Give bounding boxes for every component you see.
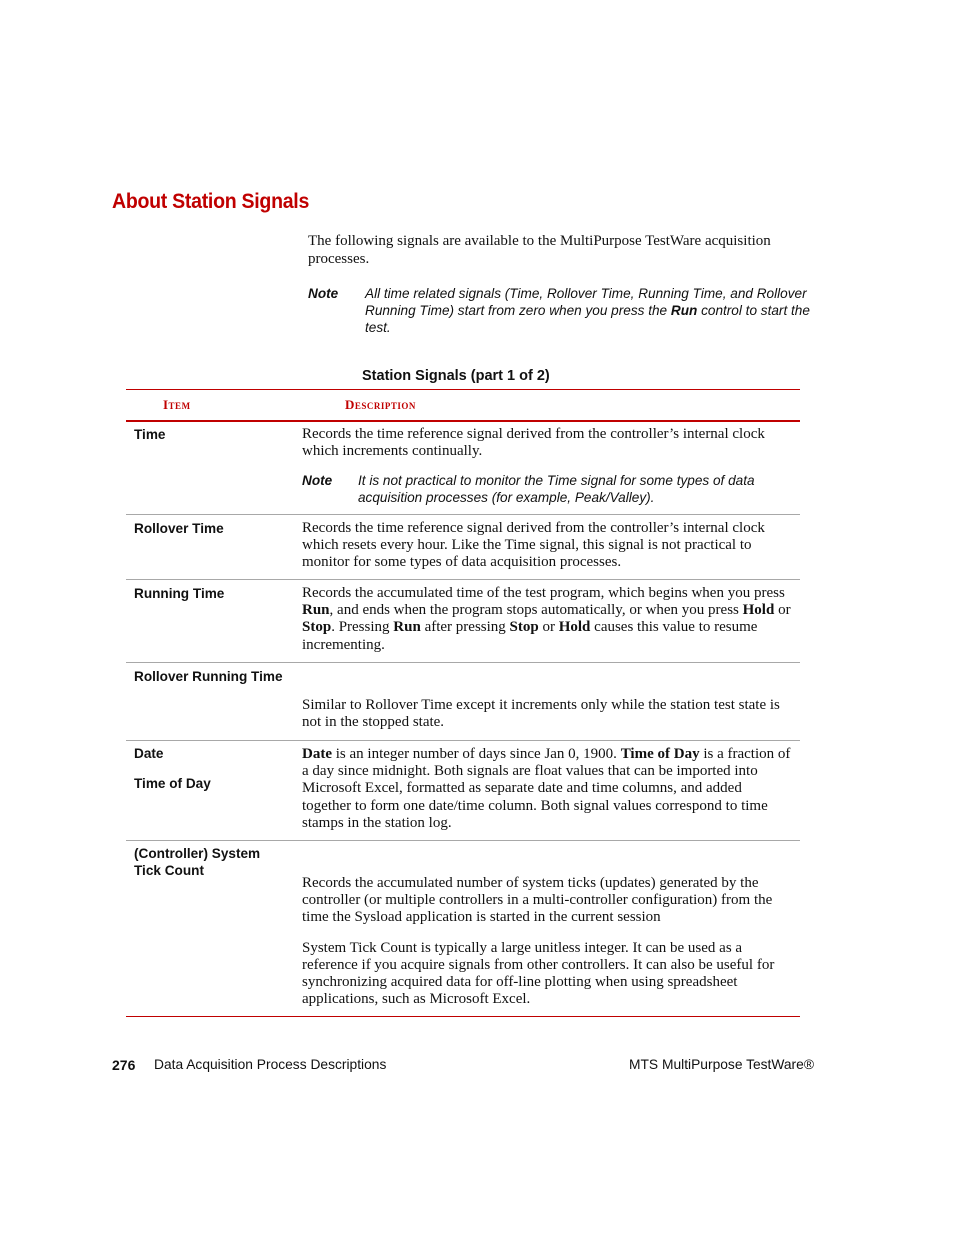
table-caption: Station Signals (part 1 of 2) (362, 368, 550, 384)
item-system-tick-count: (Controller) System Tick Count (134, 846, 261, 878)
desc-rollover-running-time: Similar to Rollover Time except it increments only while the station test state is not in the stopped state. (302, 697, 780, 731)
item-rollover-running-time: Rollover Running Time (134, 669, 283, 684)
page-number: 276 (112, 1057, 136, 1073)
column-header-description: Description (345, 397, 416, 412)
header-bottom-rule (126, 420, 800, 422)
desc-time: Records the time reference signal derived from the controller’s internal clock which increments continually. (302, 426, 765, 460)
desc-rollover-time: Records the time reference signal derived from the controller’s internal clock which resets every hour. Like the Time signal, this signal is not practical to monitor for some types of data acquisition processes. (302, 520, 765, 571)
footer-product-name: MTS MultiPurpose TestWare® (629, 1057, 814, 1072)
time-note-text: It is not practical to monitor the Time signal for some types of data acquisition processes (for example, Peak/Valley). (358, 473, 755, 505)
time-note-label: Note (302, 473, 333, 488)
item-date: Date (134, 746, 164, 761)
note-label: Note (308, 286, 339, 301)
intro-paragraph: The following signals are available to the MultiPurpose TestWare acquisition processes. (308, 233, 771, 267)
row-divider (126, 662, 800, 663)
tick-count-paragraph-2: System Tick Count is typically a large unitless integer. It can be used as a reference if you acquire signals from other controllers. It can also be useful for synchronizing acquired data for off-line plotting when using spreadsheet applications, such as Microsoft Excel. (302, 939, 775, 1008)
note-text: All time related signals (Time, Rollover Time, Running Time, and Rollover Running Time) start from zero when you press the Run control to start the test. (365, 286, 810, 335)
item-rollover-time: Rollover Time (134, 521, 224, 536)
row-divider (126, 579, 800, 580)
desc-date-time-of-day: Date is an integer number of days since Jan 0, 1900. Time of Day is a fraction of a day since midnight. Both signals are float values that can be imported into Microsoft Excel, formatted as separate date and time columns, and added together to form one date/time column. Both signal values correspond to time stamps in the station log. (302, 746, 791, 831)
note-block (308, 285, 814, 336)
item-time-of-day: Time of Day (134, 776, 211, 791)
page-title: About Station Signals (112, 190, 310, 213)
row-divider (126, 840, 800, 841)
desc-system-tick-count (302, 875, 794, 1008)
column-header-item: Item (163, 397, 191, 412)
footer-section-title: Data Acquisition Process Descriptions (154, 1057, 387, 1072)
row-divider (126, 514, 800, 515)
table-bottom-rule (126, 1016, 800, 1017)
item-running-time: Running Time (134, 586, 225, 601)
desc-running-time: Records the accumulated time of the test program, which begins when you press Run, and ends when the program stops automatically, or when you press Hold or Stop. Pressing Run after pressing Stop or Hold causes this value to resume incrementing. (302, 585, 791, 653)
tick-count-paragraph-1: Records the accumulated number of system ticks (updates) generated by the controller (or multiple controllers in a multi-controller configuration) from the time the Sysload application is started in the current session (302, 875, 773, 926)
item-time: Time (134, 427, 166, 442)
time-note (302, 472, 794, 506)
table-top-rule (126, 389, 800, 390)
note-bold-run: Run (670, 303, 698, 318)
row-divider (126, 740, 800, 741)
